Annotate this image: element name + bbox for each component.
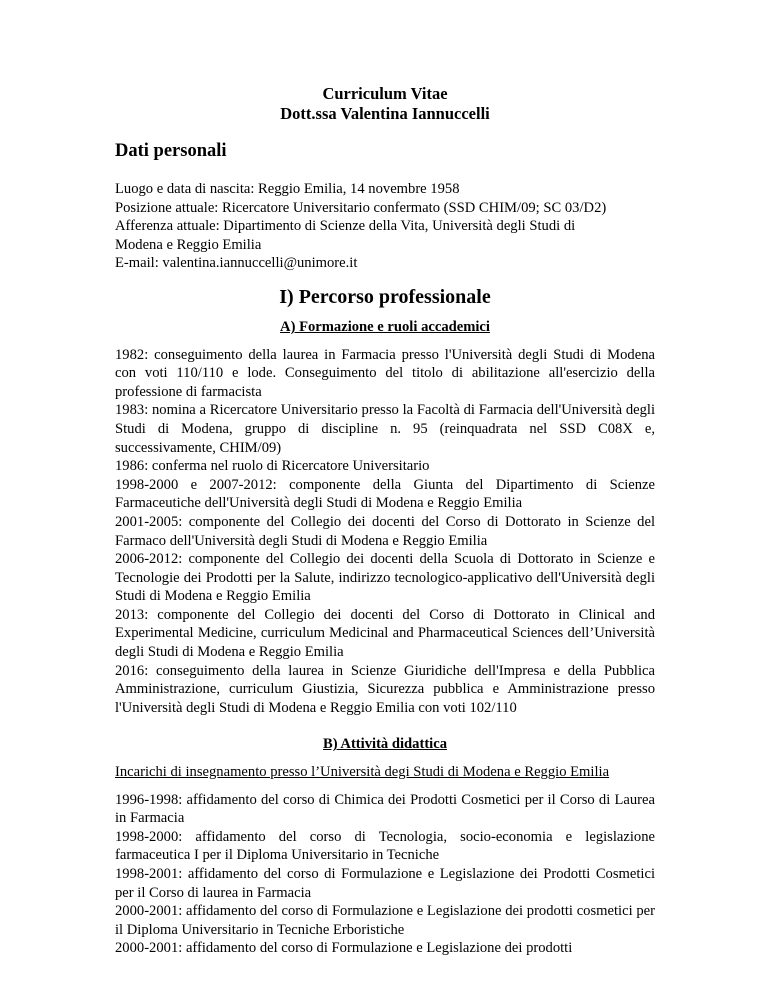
entry-1998-2000: 1998-2000 e 2007-2012: componente della Giunta del Dipartimento di Scienze Farmaceutiche dell'Università degli Studi di Modena e Reggio Emilia bbox=[115, 476, 655, 512]
teaching-intro: Incarichi di insegnamento presso l’Università degi Studi di Modena e Reggio Emilia bbox=[115, 764, 610, 781]
teaching-entries bbox=[115, 791, 655, 958]
document-author-name: Dott.ssa Valentina Iannuccelli bbox=[280, 103, 490, 123]
entry-2006-2012: 2006-2012: componente del Collegio dei docenti della Scuola di Dottorato in Scienze e Tecnologie dei Prodotti per la Salute, indirizzo tecnologico-applicativo dell'Università degli Studi di Modena e Reggio Emilia bbox=[115, 551, 655, 605]
cv-document bbox=[115, 82, 655, 958]
entry-1982: 1982: conseguimento della laurea in Farmacia presso l'Università degli Studi di Modena con voti 110/110 e lode. Conseguimento del titolo di abilitazione all'esercizio della professione di farmacista bbox=[115, 346, 655, 400]
personal-data-block bbox=[115, 180, 655, 273]
teaching-entry-2000-2001-b: 2000-2001: affidamento del corso di Formulazione e Legislazione dei prodotti bbox=[115, 940, 573, 957]
entry-2001-2005: 2001-2005: componente del Collegio dei docenti del Corso di Dottorato in Scienze del Farmaco dell'Università degli Studi di Modena e Reggio Emilia bbox=[115, 513, 655, 549]
birth-info: Luogo e data di nascita: Reggio Emilia, 14 novembre 1958 bbox=[115, 181, 460, 197]
teaching-entry-1998-2000: 1998-2000: affidamento del corso di Tecnologia, socio-economia e legislazione farmaceutica I per il Diploma Universitario in Tecniche bbox=[115, 828, 655, 864]
entry-2013: 2013: componente del Collegio dei docenti del Corso di Dottorato in Clinical and Experimental Medicine, curriculum Medicinal and Pharmaceutical Sciences dell’Università degli Studi di Modena e Reggio Emilia bbox=[115, 606, 655, 661]
section-heading-professional-path: I) Percorso professionale bbox=[279, 285, 491, 308]
current-position: Posizione attuale: Ricercatore Universitario confermato (SSD CHIM/09; SC 03/D2) bbox=[115, 199, 607, 216]
personal-data-heading: Dati personali bbox=[115, 141, 227, 161]
current-affiliation: Afferenza attuale: Dipartimento di Scienze della Vita, Università degli Studi di bbox=[115, 218, 576, 235]
current-affiliation-cont: Modena e Reggio Emilia bbox=[115, 236, 262, 253]
document-title-block bbox=[115, 84, 655, 123]
training-entries bbox=[115, 346, 655, 718]
teaching-entry-2000-2001-a: 2000-2001: affidamento del corso di Formulazione e Legislazione dei prodotti cosmetici per il Diploma Universitario in Tecniche Erboristiche bbox=[115, 903, 655, 938]
teaching-entry-1998-2001: 1998-2001: affidamento del corso di Formulazione e Legislazione dei Prodotti Cosmetici per il Corso di laurea in Farmacia bbox=[115, 866, 655, 901]
entry-1983: 1983: nomina a Ricercatore Universitario presso la Facoltà di Farmacia dell'Università degli Studi di Modena, gruppo di discipline n. 95 (reinquadrata nel SSD C08X e, successivamente, CHIM/09) bbox=[115, 402, 655, 456]
subsection-heading-training: A) Formazione e ruoli accademici bbox=[280, 318, 490, 335]
entry-2016: 2016: conseguimento della laurea in Scienze Giuridiche dell'Impresa e della Pubblica Amministrazione, curriculum Giustizia, Sicurezza pubblica e Amministrazione presso l'Università degli Studi di Modena e Reggio Emilia con voti 102/110 bbox=[115, 662, 655, 716]
teaching-entry-1996-1998: 1996-1998: affidamento del corso di Chimica dei Prodotti Cosmetici per il Corso di Laurea in Farmacia bbox=[115, 791, 655, 827]
entry-1986: 1986: conferma nel ruolo di Ricercatore Universitario bbox=[115, 458, 430, 475]
email-line: E-mail: valentina.iannuccelli@unimore.it bbox=[115, 255, 358, 272]
subsection-heading-teaching: B) Attività didattica bbox=[322, 736, 448, 753]
document-title: Curriculum Vitae bbox=[322, 84, 448, 103]
